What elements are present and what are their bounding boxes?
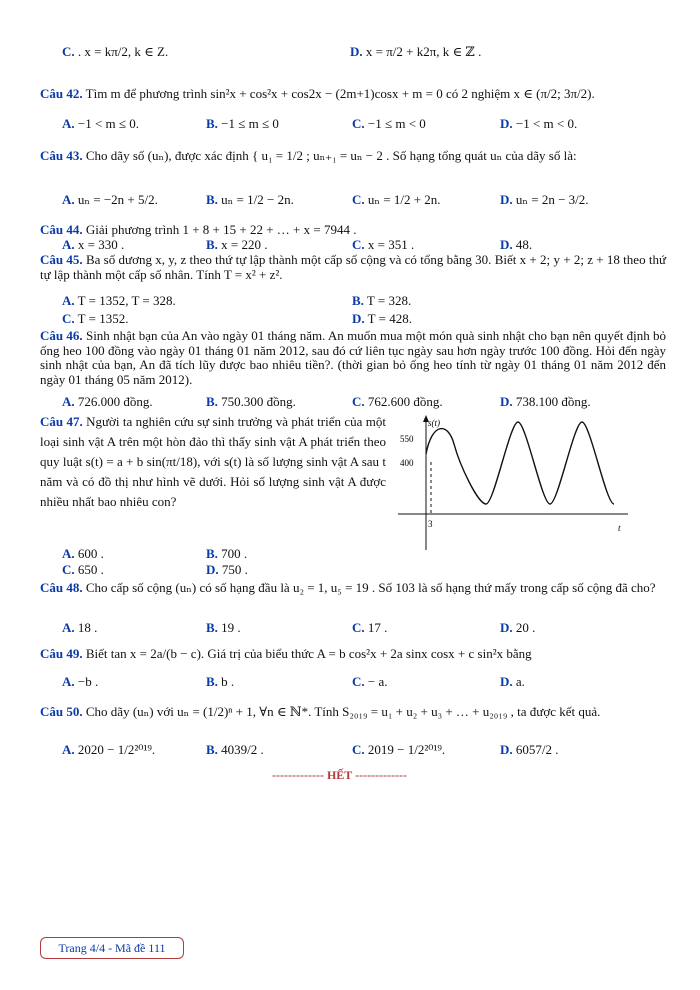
option-a: A. 2020 − 1/2²⁰¹⁹. <box>62 742 156 757</box>
question-text: Cho cấp số cộng (uₙ) có số hạng đầu là u₂ = 1, u₅ = 19 . Số 103 là số hạng thứ mấy trong cấp số cộng đã cho? <box>85 580 656 595</box>
question-43 <box>40 148 666 164</box>
question-48 <box>40 581 666 596</box>
question-text: Biết tan x = 2a/(b − c). Giá trị của biểu thức A = b cos²x + 2a sinx cosx + c sin²x bằng <box>85 646 532 661</box>
option-a: A. 18 . <box>62 620 98 635</box>
option-b: B. uₙ = 1/2 − 2n. <box>206 192 294 207</box>
question-text: Cho dãy số (uₙ), được xác định { u₁ = 1/2 ; uₙ₊₁ = uₙ − 2 . Số hạng tổng quát uₙ của dãy số là: <box>85 148 577 163</box>
option-c: C. −1 ≤ m < 0 <box>352 116 426 131</box>
question-label: Câu 42. <box>40 86 83 101</box>
option-c: C. 650 . <box>62 562 104 577</box>
question-text: Người ta nghiên cứu sự sinh trưởng và phát triển của một loại sinh vật A trên một hòn đảo thì thấy sinh vật A phát triển theo quy luật s(t) = a + b sin(πt/18), với s(t) là số lượng sinh vật A sau t năm và có đồ thị như hình vẽ dưới. Hỏi số lượng sinh vật A được nhiều nhất bao nhiêu con? <box>40 414 386 509</box>
question-text: Sinh nhật bạn của An vào ngày 01 tháng năm. An muốn mua một món quà sinh nhật cho bạn nên quyết định bỏ ống heo 100 đồng vào ngày 01 tháng 01 năm 2012, sau đó cứ liên tục ngày sau hơn ngày trước 100 đồng. Hỏi đến ngày sinh nhật của bạn, An đã tích lũy được bao nhiêu tiền?. (thời gian bỏ ống heo tính từ ngày 01 tháng 01 năm 2012 đến ngày 01 tháng 05 năm 2012). <box>40 328 667 387</box>
sine-curve <box>426 422 614 504</box>
option-b: B. −1 ≤ m ≤ 0 <box>206 116 279 131</box>
question-label: Câu 45. <box>40 252 83 267</box>
page-footer: Trang 4/4 - Mã đề 111 <box>40 937 184 959</box>
y-tick-550: 550 <box>400 434 414 444</box>
question-47 <box>40 412 386 512</box>
question-label: Câu 50. <box>40 704 83 719</box>
option-a: A. 726.000 đồng. <box>62 394 153 409</box>
option-b: B. x = 220 . <box>206 237 268 252</box>
y-tick-400: 400 <box>400 458 414 468</box>
question-text: Tìm m để phương trình sin²x + cos²x + cos2x − (2m+1)cosx + m = 0 có 2 nghiệm x ∈ (π/2; 3π/2). <box>85 86 595 101</box>
option-c: C. 2019 − 1/2²⁰¹⁹. <box>352 742 446 757</box>
question-text: Giải phương trình 1 + 8 + 15 + 22 + … + x = 7944 . <box>85 222 357 237</box>
y-axis-label: s(t) <box>428 418 440 428</box>
question-label: Câu 46. <box>40 328 83 343</box>
option-a: A. uₙ = −2n + 5/2. <box>62 192 158 207</box>
option-a: A. 600 . <box>62 546 104 561</box>
option-d: D. x = π/2 + k2π, k ∈ ℤ . <box>350 44 482 59</box>
option-d: D. −1 < m < 0. <box>500 116 578 131</box>
question-45 <box>40 253 666 282</box>
option-c: C. − a. <box>352 674 388 689</box>
x-tick-3: 3 <box>428 519 433 529</box>
question-label: Câu 47. <box>40 414 83 429</box>
option-c: C. 17 . <box>352 620 388 635</box>
sine-graph <box>392 414 632 554</box>
option-d: D. a. <box>500 674 525 689</box>
option-a: A. −1 < m ≤ 0. <box>62 116 140 131</box>
option-a: A. x = 330 . <box>62 237 125 252</box>
option-c: C. T = 1352. <box>62 311 129 326</box>
question-42 <box>40 86 666 102</box>
x-axis-label: t <box>618 523 621 533</box>
question-46 <box>40 329 666 387</box>
option-c: C. . x = kπ/2, k ∈ Z. <box>62 44 169 59</box>
question-label: Câu 48. <box>40 580 83 595</box>
option-a: A. −b . <box>62 674 99 689</box>
option-d: D. T = 428. <box>352 311 412 326</box>
option-b: B. 700 . <box>206 546 248 561</box>
option-b: B. T = 328. <box>352 293 412 308</box>
option-d: D. 20 . <box>500 620 536 635</box>
option-c: C. uₙ = 1/2 + 2n. <box>352 192 441 207</box>
option-b: B. 19 . <box>206 620 241 635</box>
question-label: Câu 44. <box>40 222 83 237</box>
option-c: C. x = 351 . <box>352 237 415 252</box>
question-44 <box>40 222 666 238</box>
question-49 <box>40 646 666 662</box>
option-d: D. uₙ = 2n − 3/2. <box>500 192 589 207</box>
option-a: A. T = 1352, T = 328. <box>62 293 176 308</box>
option-b: B. b . <box>206 674 235 689</box>
question-50 <box>40 704 666 720</box>
question-text: Ba số dương x, y, z theo thứ tự lập thành một cấp số cộng và có tổng bằng 30. Biết x + 2; y + 2; z + 18 theo thứ tự lập thành một cấp số nhân. Tính T = x² + z². <box>40 252 667 282</box>
option-d: D. 6057/2 . <box>500 742 559 757</box>
question-label: Câu 49. <box>40 646 83 661</box>
option-b: B. 4039/2 . <box>206 742 264 757</box>
option-d: D. 750 . <box>206 562 248 577</box>
option-b: B. 750.300 đồng. <box>206 394 296 409</box>
question-text: Cho dãy (uₙ) với uₙ = (1/2)ⁿ + 1, ∀n ∈ ℕ*. Tính S₂₀₁₉ = u₁ + u₂ + u₃ + … + u₂₀₁₉ , ta được kết quả. <box>85 704 601 719</box>
option-c: C. 762.600 đồng. <box>352 394 443 409</box>
option-d: D. 48. <box>500 237 533 252</box>
option-d: D. 738.100 đồng. <box>500 394 591 409</box>
question-label: Câu 43. <box>40 148 83 163</box>
end-mark: ------------- HẾT ------------- <box>272 768 408 782</box>
